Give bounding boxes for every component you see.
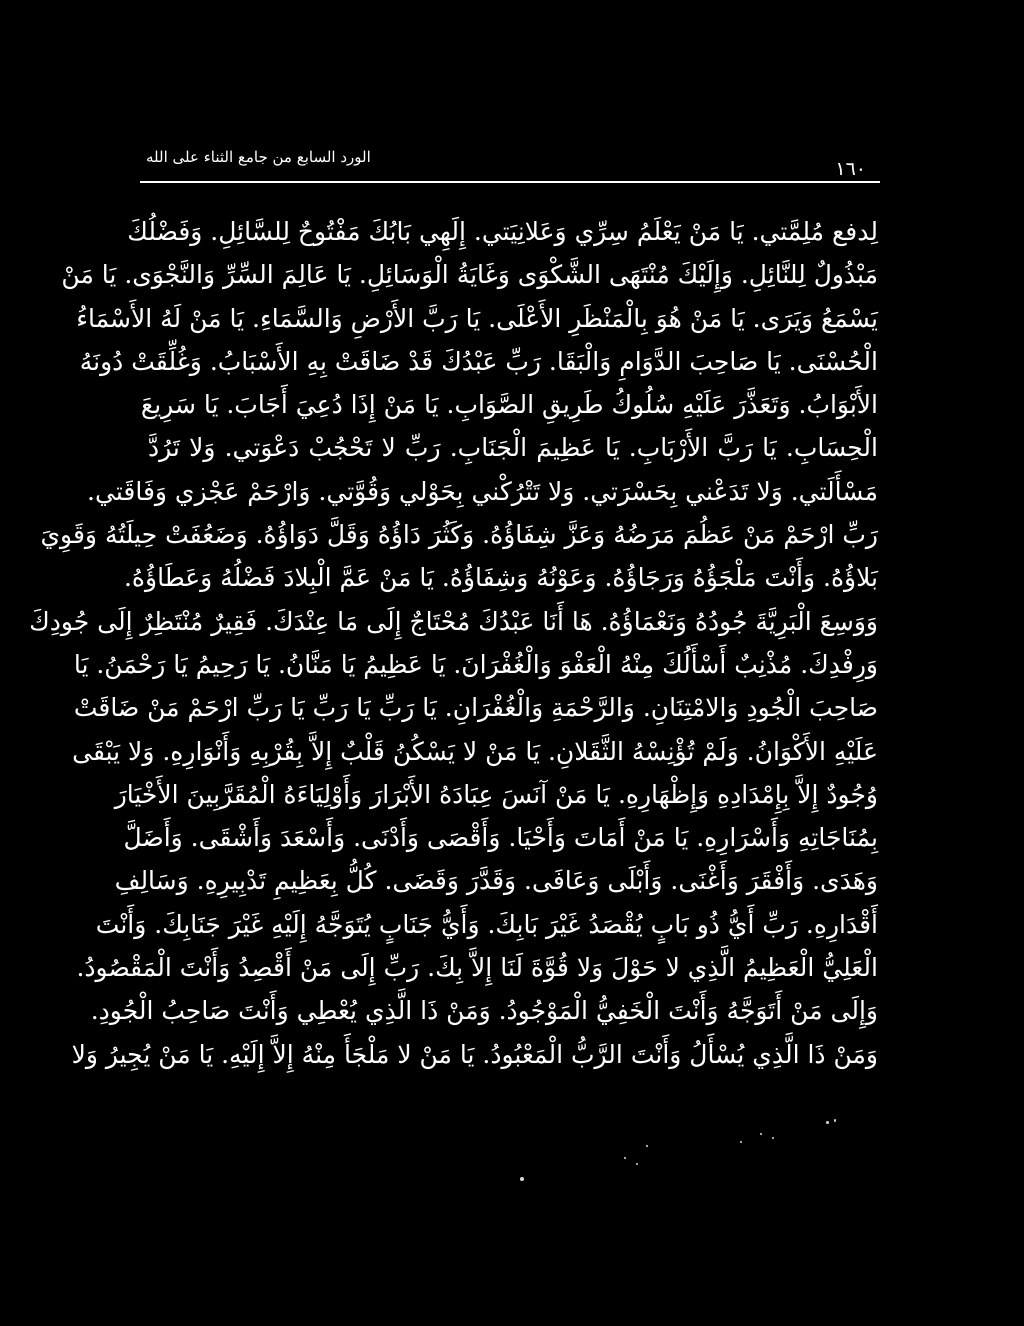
text-line: وَمَنْ ذَا الَّذِي يُسْأَلُ وَأَنْتَ الرَّبُّ الْمَعْبُودُ. يَا مَنْ لا مَلْجَأَ مِنْهُ إِلاَّ إِلَيْهِ. يَا مَنْ يُجِيرُ وَلا [71,1039,878,1069]
scan-specks [590,1115,850,1195]
text-line: مَسْأَلَتي. وَلا تَدَعْني بِحَسْرَتي. وَلا تَتْرُكْني بِحَوْلي وَقُوَّتي. وَارْحَمْ عَجْزي وَفَاقَتي. [87,476,878,506]
text-line: أَقْدَارِهِ. رَبِّ أَيُّ ذُو بَابٍ يُقْصَدُ غَيْرَ بَابِكَ. وَأَيُّ جَنَابٍ يُتَوَجَّهُ إِلَيْهِ غَيْرَ جَنَابِكَ. وَأَنْتَ [95,909,878,939]
text-line: وَهَدَى. وَأَفْقَرَ وَأَغْنَى. وَأَبْلَى وَعَافَى. وَقَدَّرَ وَقَضَى. كُلُّ بِعَظِيمِ تَدْبِيرِهِ. وَسَالِفِ [114,866,878,896]
text-line: الأَبْوَابُ. وَتَعَذَّرَ عَلَيْهِ سُلُوكُ طَرِيقِ الصَّوَابِ. يَا مَنْ إِذَا دُعِيَ أَجَابَ. يَا سَرِيعَ [140,390,878,420]
text-line: وَرِفْدِكَ. مُذْنِبٌ أَسْأَلُكَ مِنْهُ الْعَفْوَ وَالْغُفْرَانَ. يَا عَظِيمُ يَا مَنَّانُ. يَا رَحِيمُ يَا رَحْمَنُ. يَا [73,649,878,679]
text-line: مَبْذُولٌ لِلنَّائِلِ. وَإِلَيْكَ مُنْتَهَى الشَّكْوَى وَغَايَةُ الْوَسَائِلِ. يَا عَالِمَ السِّرِّ وَالنَّجْوَى. يَا مَنْ [61,260,878,290]
text-line: وَإِلَى مَنْ أَتَوَجَّهُ وَأَنْتَ الْخَفِيُّ الْمَوْجُودُ. وَمَنْ ذَا الَّذِي يُعْطِي وَأَنْتَ صَاحِبُ الْجُودِ. [90,996,878,1026]
speck [772,1137,774,1139]
text-line: عَلَيْهِ الأَكْوَانُ. وَلَمْ تُؤْنِسْهُ الثَّقَلانِ. يَا مَنْ لا يَسْكُنُ قَلْبٌ إِلاَّ بِقُرْبِهِ وَأَنْوَارِهِ. وَلا يَبْقَى [72,736,878,766]
body-text [29,210,878,1076]
text-line: وَوَسِعَ الْبَرِيَّةَ جُودُهُ وَنَعْمَاؤُهُ. هَا أَنَا عَبْدُكَ مُحْتَاجٌ إِلَى مَا عِنْدَكَ. فَقِيرٌ مُنْتَظِرٌ إِلَى جُودِكَ [29,606,878,636]
speck [760,1133,762,1135]
text-line: لِدفع مُلِمَّتي. يَا مَنْ يَعْلَمُ سِرِّي وَعَلانِيَتي. إِلَهِي بَابُكَ مَفْتُوحٌ لِلسَّائِلِ. وَفَضْلُكَ [127,217,878,246]
text-line: بَلاؤُهُ. وَأَنْتَ مَلْجَؤُهُ وَرَجَاؤُهُ. وَعَوْنُهُ وَشِفَاؤُهُ. يَا مَنْ عَمَّ الْبِلادَ فَضْلُهُ وَعَطَاؤُهُ. [123,563,878,593]
speck [520,1177,524,1181]
text-line: الْحُسْنَى. يَا صَاحِبَ الدَّوَامِ وَالْبَقَا. رَبِّ عَبْدُكَ قَدْ ضَاقَتْ بِهِ الأَسْبَابُ. وَغُلِّقَتْ دُونَهُ [79,346,878,376]
speck [826,1121,829,1124]
text-line: وُجُودٌ إِلاَّ بِإِمْدَادِهِ وَإِظْهَارِهِ. يَا مَنْ آنَسَ عِبَادَهُ الأَبْرَارَ وَأَوْلِيَاءَهُ الْمُقَرَّبِينَ الأَخْيَارَ [114,779,878,809]
running-header [140,148,880,178]
text-line: رَبِّ ارْحَمْ مَنْ عَظُمَ مَرَضُهُ وَعَزَّ شِفَاؤُهُ. وَكَثُرَ دَاؤُهُ وَقَلَّ دَوَاؤُهُ. وَضَعُفَتْ حِيلَتُهُ وَقَوِيَ [40,520,878,550]
text-line: الْعَلِيُّ الْعَظِيمُ الَّذِي لا حَوْلَ وَلا قُوَّةَ لَنَا إِلاَّ بِكَ. رَبِّ إِلَى مَنْ أَقْصِدُ وَأَنْتَ الْمَقْصُودُ. [76,953,878,983]
header-rule [140,181,880,183]
speck [740,1141,742,1143]
speck [646,1145,648,1147]
text-line: يَسْمَعُ وَيَرَى. يَا مَنْ هُوَ بِالْمَنْظَرِ الأَعْلَى. يَا رَبَّ الأَرْضِ وَالسَّمَاءِ. يَا مَنْ لَهُ الأَسْمَاءُ [76,303,878,333]
speck [624,1157,626,1159]
text-line: بِمُنَاجَاتِهِ وَأَسْرَارِهِ. يَا مَنْ أَمَاتَ وَأَحْيَا. وَأَقْصَى وَأَدْنَى. وَأَسْعَدَ وَأَشْقَى. وَأَضَلَّ [123,823,878,853]
page-number: ١٦٠ [835,158,866,180]
running-title: الورد السابع من جامع الثناء على الله [146,148,371,166]
speck [636,1163,638,1165]
speck [834,1119,836,1122]
text-line: الْحِسَابِ. يَا رَبَّ الأَرْبَابِ. يَا عَظِيمَ الْجَنَابِ. رَبِّ لا تَحْجُبْ دَعْوَتي. وَلا تَرُدَّ [148,433,878,463]
text-line: صَاحِبَ الْجُودِ وَالامْتِنَانِ. وَالرَّحْمَةِ وَالْغُفْرَانِ. يَا رَبِّ يَا رَبِّ يَا رَبِّ ارْحَمْ مَنْ ضَاقَتْ [73,693,878,723]
